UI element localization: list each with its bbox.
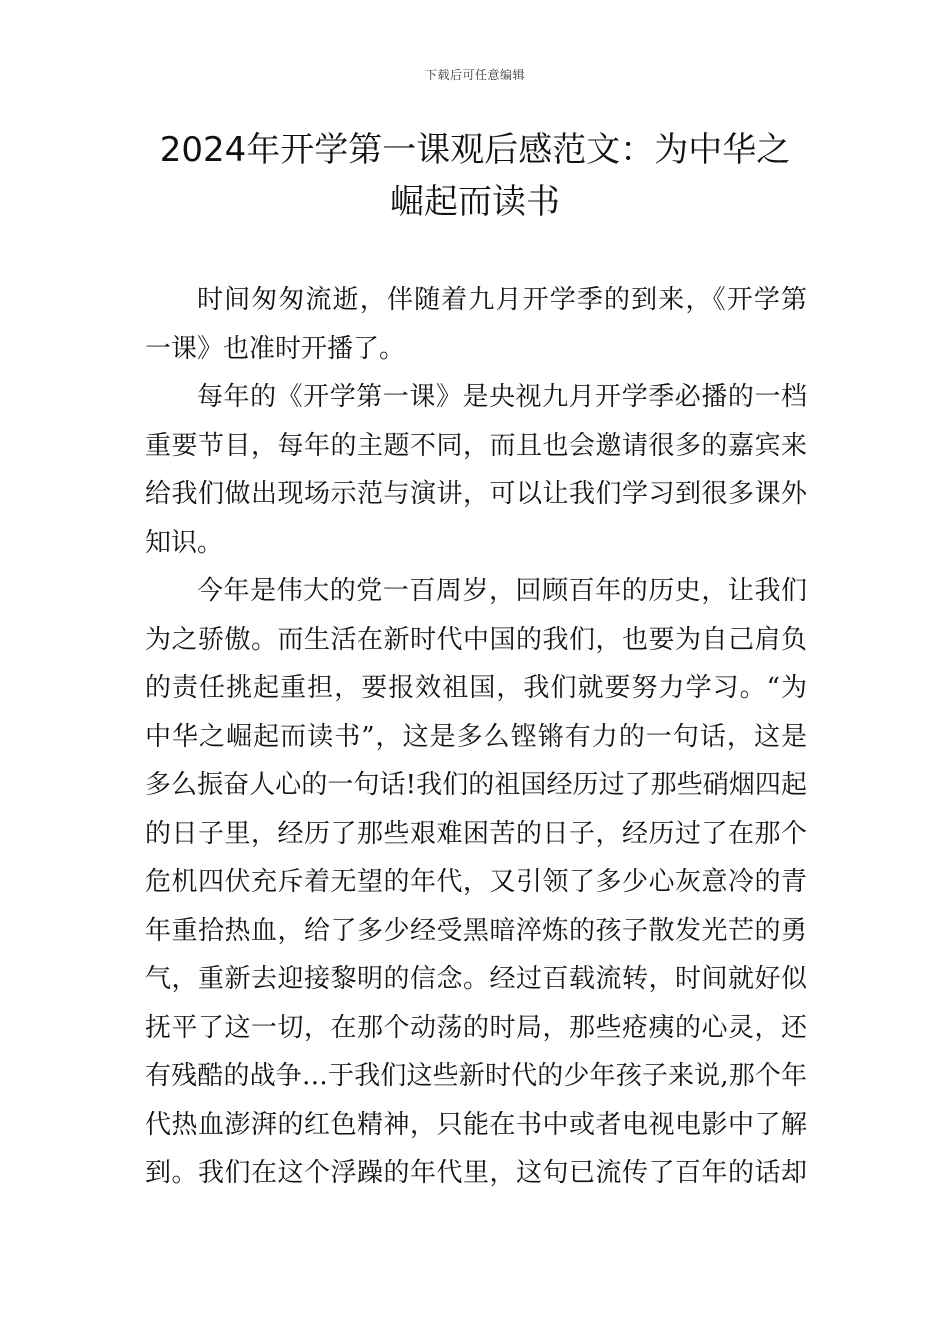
paragraph-line: 有残酷的战争…于我们这些新时代的少年孩子来说,那个年 (145, 1061, 807, 1091)
paragraph-line: 今年是伟大的党一百周岁，回顾百年的历史，让我们 (197, 576, 807, 606)
document-body (145, 276, 807, 1198)
title-line: 崛起而读书 (390, 182, 560, 222)
paragraph-line: 中华之崛起而读书”，这是多么铿锵有力的一句话，这是 (145, 721, 807, 752)
paragraph-line: 到。我们在这个浮躁的年代里，这句已流传了百年的话却 (145, 1158, 807, 1188)
document-title (130, 124, 820, 228)
paragraph-line: 时间匆匆流逝，伴随着九月开学季的到来，《开学第 (197, 285, 807, 315)
paragraph-line: 重要节目，每年的主题不同，而且也会邀请很多的嘉宾来 (145, 430, 807, 461)
paragraph-line: 每年的《开学第一课》是央视九月开学季必播的一档 (197, 382, 807, 412)
paragraph-line: 的责任挑起重担，要报效祖国，我们就要努力学习。“为 (145, 673, 807, 703)
paragraph-line: 代热血澎湃的红色精神，只能在书中或者电视电影中了解 (145, 1109, 807, 1140)
paragraph-line: 气，重新去迎接黎明的信念。经过百载流转，时间就好似 (145, 964, 807, 994)
paragraph-line: 给我们做出现场示范与演讲，可以让我们学习到很多课外 (145, 479, 807, 509)
paragraph-line: 多么振奋人心的一句话!我们的祖国经历过了那些硝烟四起 (145, 770, 807, 800)
paragraph-line: 年重拾热血，给了多少经受黑暗淬炼的孩子散发光芒的勇 (145, 915, 807, 946)
paragraph-line: 抚平了这一切，在那个动荡的时局，那些疮痍的心灵，还 (145, 1012, 807, 1043)
paragraph-line: 知识。 (145, 527, 224, 558)
paragraph-line: 为之骄傲。而生活在新时代中国的我们，也要为自己肩负 (145, 624, 807, 655)
title-line: 2024年开学第一课观后感范文：为中华之 (159, 130, 791, 170)
paragraph-line: 一课》也准时开播了。 (145, 333, 406, 364)
paragraph-line: 危机四伏充斥着无望的年代，又引领了多少心灰意冷的青 (145, 867, 807, 897)
paragraph-line: 的日子里，经历了那些艰难困苦的日子，经历过了在那个 (145, 818, 807, 849)
header-note: 下载后可任意编辑 (424, 68, 525, 82)
